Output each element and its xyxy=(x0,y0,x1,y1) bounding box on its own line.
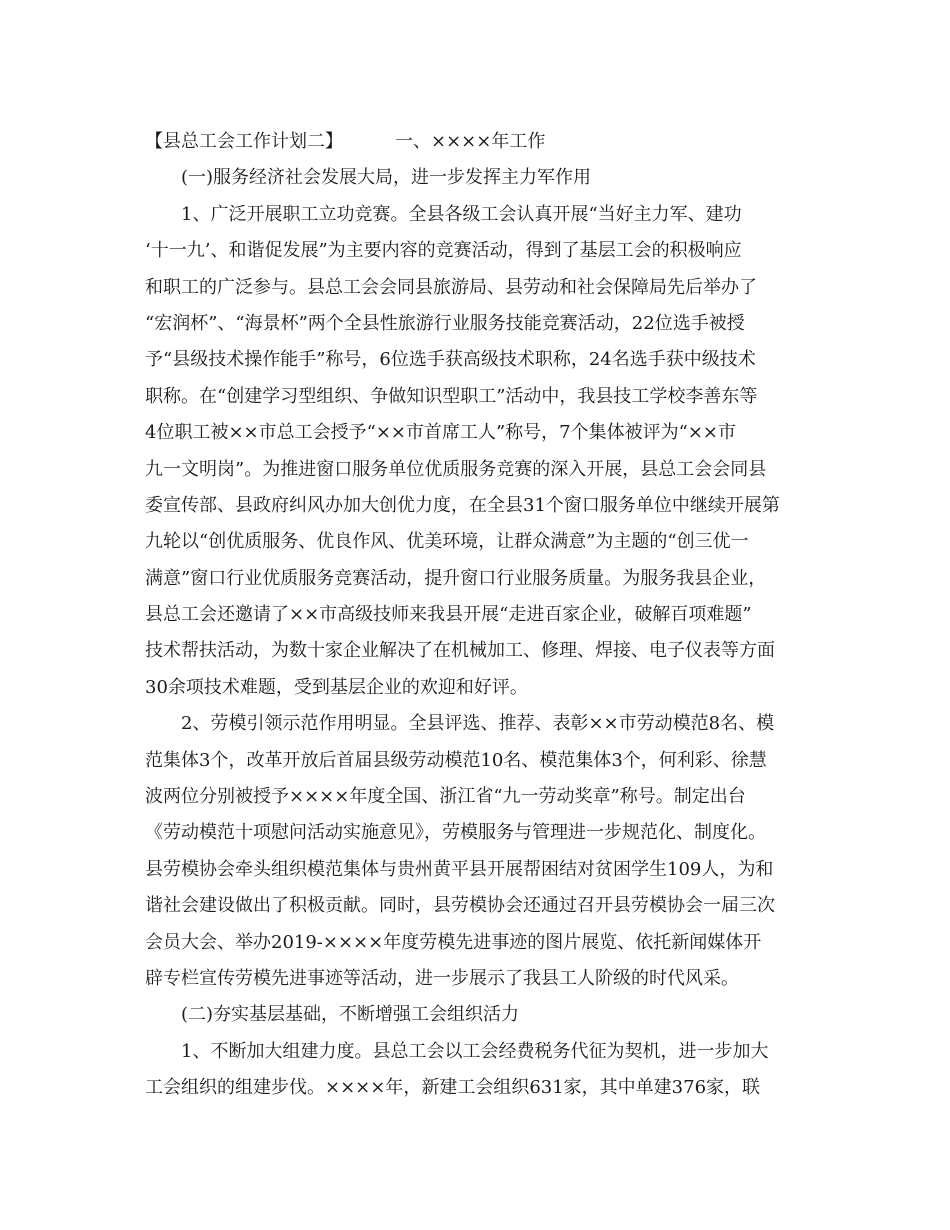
paragraph-line: 县劳模协会牵头组织模范集体与贵州黄平县开展帮困结对贫困学生109人，为和 xyxy=(145,858,774,880)
document-body xyxy=(145,124,815,1107)
section-heading: 一、××××年工作 xyxy=(395,131,546,152)
paragraph-line: 予“县级技术操作能手”称号，6位选手获高级技术职称，24名选手获中级技术 xyxy=(145,349,756,371)
paragraph-line: 2、劳模引领示范作用明显。全县评选、推荐、表彰××市劳动模范8名、模 xyxy=(181,713,775,735)
paragraph-line: 波两位分别被授予××××年度全国、浙江省“九一劳动奖章”称号。制定出台 xyxy=(145,786,746,808)
paragraph-line: 满意”窗口行业优质服务竞赛活动，提升窗口行业服务质量。为服务我县企业， xyxy=(145,567,767,589)
paragraph-line: 技术帮扶活动，为数十家企业解决了在机械加工、修理、焊接、电子仪表等方面 xyxy=(145,640,775,662)
subsection-heading-1: (一)服务经济社会发展大局，进一步发挥主力军作用 xyxy=(181,167,592,189)
paragraph-line: 4位职工被××市总工会授予“××市首席工人”称号，7个集体被评为“××市 xyxy=(145,422,737,444)
paragraph-line: ‘十一九’、和谐促发展”为主要内容的竞赛活动，得到了基层工会的积极响应 xyxy=(145,240,742,262)
paragraph-line: 1、广泛开展职工立功竞赛。全县各级工会认真开展“当好主力军、建功 xyxy=(181,203,742,225)
paragraph-2 xyxy=(145,706,815,997)
paragraph-line: 九一文明岗”。为推进窗口服务单位优质服务竞赛的深入开展，县总工会会同县 xyxy=(145,458,767,480)
paragraph-1 xyxy=(145,197,815,706)
paragraph-line: 谐社会建设做出了积极贡献。同时，县劳模协会还通过召开县劳模协会一届三次 xyxy=(145,895,775,917)
paragraph-line: 九轮以“创优质服务、优良作风、优美环境，让群众满意”为主题的“创三优一 xyxy=(145,531,749,553)
paragraph-line: 辟专栏宣传劳模先进事迹等活动，进一步展示了我县工人阶级的时代风采。 xyxy=(145,967,739,989)
paragraph-line: 和职工的广泛参与。县总工会会同县旅游局、县劳动和社会保障局先后举办了 xyxy=(145,276,757,298)
paragraph-line: 范集体3个，改革开放后首届县级劳动模范10名、模范集体3个，何利彩、徐慧 xyxy=(145,749,767,771)
paragraph-line: 30余项技术难题，受到基层企业的欢迎和好评。 xyxy=(145,676,528,698)
paragraph-line: 1、不断加大组建力度。县总工会以工会经费税务代征为契机，进一步加大 xyxy=(181,1040,769,1062)
paragraph-3 xyxy=(145,1034,815,1107)
paragraph-line: 会员大会、举办2019-××××年度劳模先进事迹的图片展览、依托新闻媒体开 xyxy=(145,931,762,953)
paragraph-line: 工会组织的组建步伐。××××年，新建工会组织631家，其中单建376家，联 xyxy=(145,1077,761,1099)
paragraph-line: “宏润杯”、“海景杯”两个全县性旅游行业服务技能竞赛活动，22位选手被授 xyxy=(145,312,745,334)
paragraph-line: 县总工会还邀请了××市高级技师来我县开展“走进百家企业，破解百项难题” xyxy=(145,604,752,626)
paragraph-line: 职称。在“创建学习型组织、争做知识型职工”活动中，我县技工学校李善东等 xyxy=(145,385,758,407)
title-line xyxy=(145,124,815,160)
paragraph-line: 《劳动模范十项慰问活动实施意见》，劳模服务与管理进一步规范化、制度化。 xyxy=(145,822,766,844)
document-title: 【县总工会工作计划二】 xyxy=(145,131,343,152)
subsection-heading-2: (二)夯实基层基础，不断增强工会组织活力 xyxy=(181,1004,520,1026)
paragraph-line: 委宣传部、县政府纠风办加大创优力度，在全县31个窗口服务单位中继续开展第 xyxy=(145,494,780,516)
